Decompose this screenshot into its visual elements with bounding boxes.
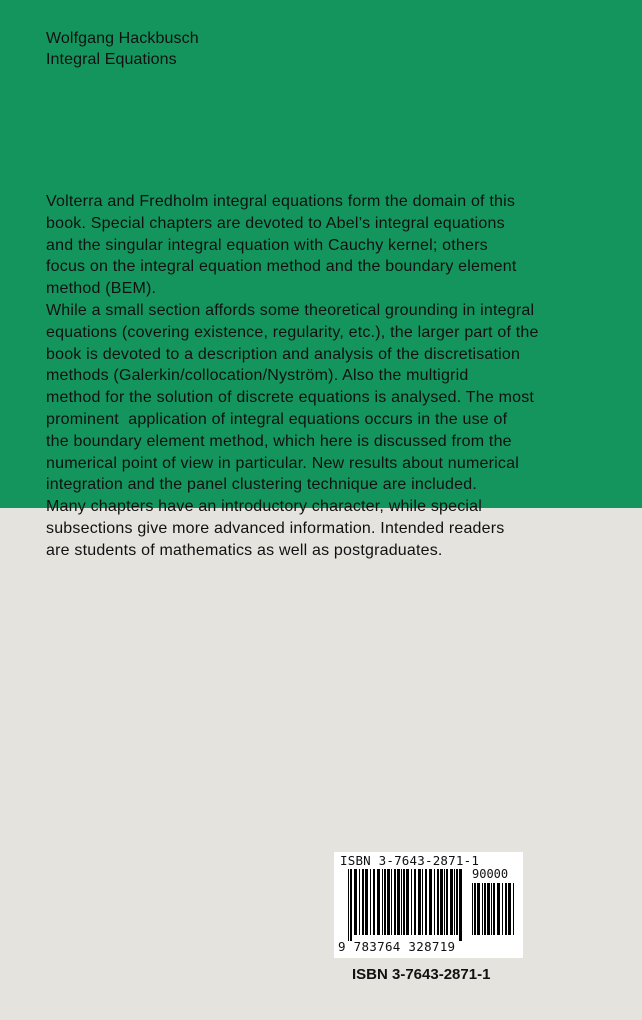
barcode-bar [456,869,458,935]
barcode-bar [502,883,503,935]
barcode-addon-number: 90000 [472,867,509,881]
barcode-bar [418,869,421,935]
barcode-bar [397,869,400,935]
barcode-bar [348,869,349,941]
barcode-bar [377,869,380,935]
barcode-bar [354,869,357,935]
barcode-bar [434,869,435,935]
barcode-bar [382,869,383,935]
barcode-bar [437,869,439,935]
blurb-line: Many chapters have an introductory character, while special [46,498,483,516]
barcode-bar [487,883,490,935]
barcode-bar [493,883,495,935]
barcode-bar [359,869,360,935]
barcode-bar [497,883,500,935]
barcode-bar [406,869,409,935]
blurb-line: prominent application of integral equations occurs in the use of [46,410,508,428]
blurb-line: integration and the panel clustering technique are included. [46,476,477,494]
barcode-bar [384,869,386,935]
blurb-line: While a small section affords some theoretical grounding in integral [46,301,535,319]
blurb-line: focus on the integral equation method and the boundary element [46,258,517,276]
barcode-bar [422,869,423,935]
barcode-bar [477,883,480,935]
barcode-bar [387,869,390,935]
barcode-label [334,852,523,958]
barcode-bar [414,869,416,935]
barcode-bar [513,883,514,935]
barcode-bar [373,869,375,935]
barcode-bar [391,869,392,935]
barcode-bar [403,869,405,935]
barcode-bar [370,869,371,935]
isbn-number: ISBN 3-7643-2871-1 [352,966,491,983]
barcode-isbn-text: ISBN 3-7643-2871-1 [340,853,480,868]
blurb-line: and the singular integral equation with Cauchy kernel; others [46,236,488,254]
barcode-bar [401,869,402,935]
barcode-ean-digits: 9 783764 328719 [338,939,456,954]
barcode-bar [450,869,453,935]
cover-header [46,28,199,70]
barcode-bar [482,883,483,935]
barcode-bar [446,869,448,935]
barcode-bar [474,883,476,935]
barcode-bar [484,883,486,935]
blurb-line: Volterra and Fredholm integral equations form the domain of this [46,193,516,210]
blurb-line: book is devoted to a description and analysis of the discretisation [46,345,521,363]
blurb-line: method for the solution of discrete equations is analysed. The most [46,389,535,407]
book-title: Integral Equations [46,51,177,68]
barcode-bar [429,869,432,935]
blurb-line: book. Special chapters are devoted to Abel’s integral equations [46,214,505,232]
blurb-line: methods (Galerkin/collocation/Nyström). Also the multigrid [46,367,469,385]
blurb-line: equations (covering existence, regularity, etc.), the larger part of the [46,323,539,341]
barcode-bar [411,869,412,935]
barcode-bar [459,869,462,941]
barcode-bar [472,883,473,935]
blurb-line: method (BEM). [46,280,157,298]
barcode-bar [444,869,445,935]
barcode-bar [505,883,507,935]
blurb-line: subsections give more advanced information. Intended readers [46,519,505,537]
barcode-bar [365,869,368,935]
author-name: Wolfgang Hackbusch [46,30,199,47]
barcode-bar [394,869,396,935]
blurb-line: the boundary element method, which here is discussed from the [46,432,512,450]
barcode-bar [454,869,455,935]
barcode-bar [491,883,492,935]
barcode-bar [440,869,443,935]
blurb-line: are students of mathematics as well as postgraduates. [46,541,443,559]
barcode-bar [508,883,511,935]
blurb-line: numerical point of view in particular. New results about numerical [46,454,519,472]
back-cover-blurb [46,191,616,562]
barcode-bar [350,869,352,941]
barcode-bar [425,869,427,935]
barcode-bar [362,869,364,935]
